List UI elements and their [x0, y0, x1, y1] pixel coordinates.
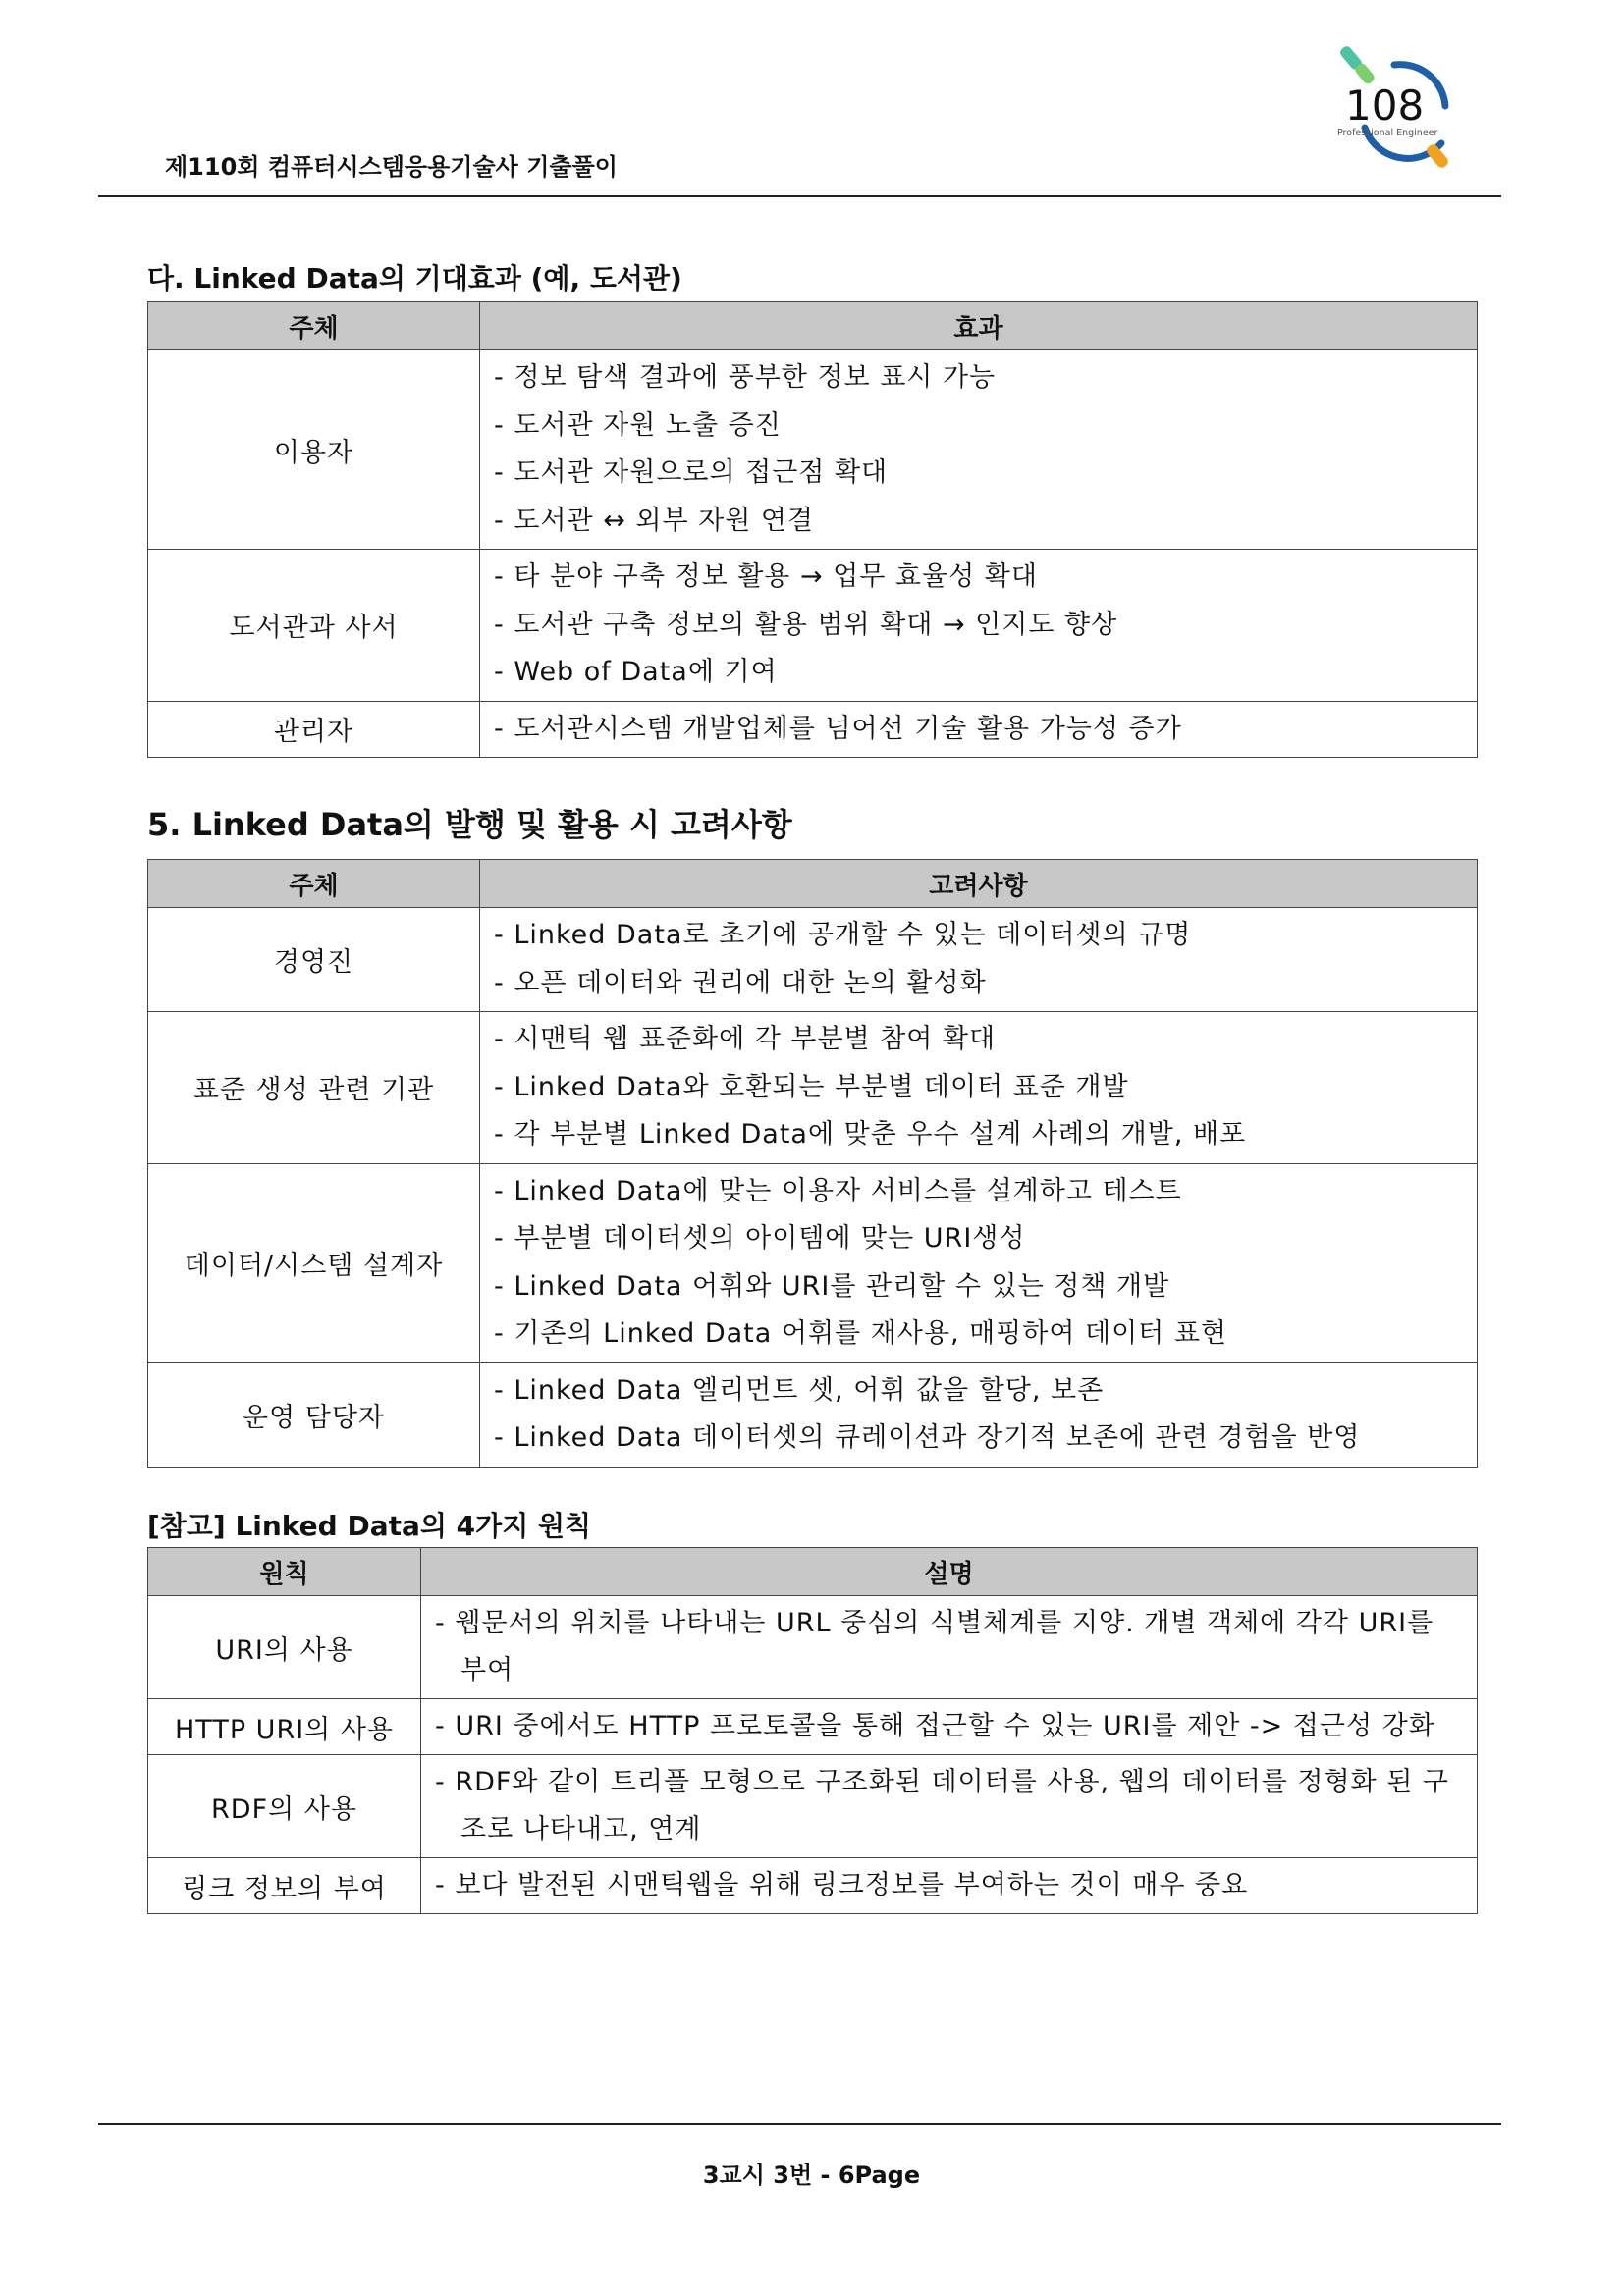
row-items	[480, 1163, 1478, 1362]
list-item: - 도서관 자원으로의 접근점 확대	[494, 457, 889, 488]
list-item: - 도서관 자원 노출 증진	[494, 409, 782, 441]
row-description	[421, 1596, 1478, 1699]
row-items	[480, 550, 1478, 702]
column-header: 원칙	[148, 1548, 421, 1596]
page-number-label: 3교시 3번 - 6Page	[702, 2162, 921, 2189]
row-subject: 링크 정보의 부여	[148, 1858, 421, 1914]
section-heading-principles: [참고] Linked Data의 4가지 원칙	[147, 1510, 592, 1542]
row-description	[421, 1699, 1478, 1755]
row-subject: 운영 담당자	[148, 1362, 480, 1467]
row-subject: HTTP URI의 사용	[148, 1699, 421, 1755]
list-item: - Web of Data에 기여	[494, 657, 778, 687]
row-description	[421, 1858, 1478, 1914]
table-row	[148, 1012, 1478, 1164]
table-row	[148, 1596, 1478, 1699]
table-header-row	[148, 1548, 1478, 1596]
table-row	[148, 1362, 1478, 1467]
list-item: - 부분별 데이터셋의 아이템에 맞는 URI생성	[494, 1223, 1026, 1254]
row-subject: 관리자	[148, 701, 480, 758]
row-subject: 표준 생성 관련 기관	[148, 1012, 480, 1164]
row-subject: RDF의 사용	[148, 1755, 421, 1858]
row-items	[480, 701, 1478, 758]
list-item: - 정보 탐색 결과에 풍부한 정보 표시 가능	[494, 362, 997, 393]
column-header: 효과	[480, 302, 1478, 350]
list-item: - Linked Data와 호환되는 부분별 데이터 표준 개발	[494, 1071, 1129, 1102]
row-subject: 경영진	[148, 908, 480, 1012]
row-subject: 이용자	[148, 350, 480, 550]
list-item: - 도서관시스템 개발업체를 넘어선 기술 활용 가능성 증가	[494, 713, 1182, 744]
row-subject: URI의 사용	[148, 1596, 421, 1699]
list-item: - 오픈 데이터와 권리에 대한 논의 활성화	[494, 967, 987, 998]
logo	[1325, 37, 1473, 185]
list-item: - Linked Data 어휘와 URI를 관리할 수 있는 정책 개발	[494, 1270, 1170, 1302]
table-row	[148, 350, 1478, 550]
principles-table	[147, 1547, 1478, 1914]
row-description	[421, 1755, 1478, 1858]
list-item: - Linked Data에 맞는 이용자 서비스를 설계하고 테스트	[494, 1175, 1182, 1206]
description-text: - URI 중에서도 HTTP 프로토콜을 통해 접근할 수 있는 URI를 제안 -> 접근성 강화	[435, 1711, 1435, 1741]
table-header-row	[148, 860, 1478, 908]
list-item: - Linked Data 데이터셋의 큐레이션과 장기적 보존에 관련 경험을 반영	[494, 1422, 1361, 1453]
table-row	[148, 1699, 1478, 1755]
list-item: - 타 분야 구축 정보 활용 → 업무 효율성 확대	[494, 561, 1038, 592]
logo-emblem	[1325, 37, 1473, 185]
list-item: - Linked Data 엘리먼트 셋, 어휘 값을 할당, 보존	[494, 1374, 1105, 1406]
row-subject: 데이터/시스템 설계자	[148, 1163, 480, 1362]
list-item: - 각 부분별 Linked Data에 맞춘 우수 설계 사례의 개발, 배포	[494, 1119, 1247, 1149]
table-row	[148, 908, 1478, 1012]
section-heading-considerations: 5. Linked Data의 발행 및 활용 시 고려사항	[147, 806, 792, 843]
expected-effects-table	[147, 301, 1478, 758]
logo-caption: Professional Engineer	[1337, 128, 1438, 138]
row-items	[480, 1362, 1478, 1467]
description-text: - RDF와 같이 트리플 모형으로 구조화된 데이터를 사용, 웹의 데이터를 정형화 된 구조로 나타내고, 연계	[435, 1767, 1449, 1844]
list-item: - 도서관 구축 정보의 활용 범위 확대 → 인지도 향상	[494, 609, 1118, 640]
column-header: 주체	[148, 860, 480, 908]
column-header: 주체	[148, 302, 480, 350]
table-row	[148, 1755, 1478, 1858]
table-row	[148, 1163, 1478, 1362]
description-text: - 보다 발전된 시맨틱웹을 위해 링크정보를 부여하는 것이 매우 중요	[435, 1870, 1249, 1900]
footer-divider	[98, 2123, 1501, 2125]
description-text: - 웹문서의 위치를 나타내는 URL 중심의 식별체계를 지양. 개별 객체에 각각 URI를 부여	[435, 1608, 1434, 1685]
header-divider	[98, 195, 1501, 197]
column-header: 설명	[421, 1548, 1478, 1596]
row-items	[480, 1012, 1478, 1164]
table-row	[148, 1858, 1478, 1914]
list-item: - Linked Data로 초기에 공개할 수 있는 데이터셋의 규명	[494, 920, 1192, 950]
logo-number: 108	[1345, 81, 1425, 130]
section-heading-expected-effects: 다. Linked Data의 기대효과 (예, 도서관)	[147, 262, 682, 294]
row-subject: 도서관과 사서	[148, 550, 480, 702]
table-header-row	[148, 302, 1478, 350]
row-items	[480, 350, 1478, 550]
table-row	[148, 550, 1478, 702]
list-item: - 기존의 Linked Data 어휘를 재사용, 매핑하여 데이터 표현	[494, 1318, 1228, 1349]
list-item: - 시맨틱 웹 표준화에 각 부분별 참여 확대	[494, 1024, 997, 1054]
document-header-title: 제110회 컴퓨터시스템응용기술사 기출풀이	[165, 153, 618, 181]
table-row	[148, 701, 1478, 758]
list-item: - 도서관 ↔ 외부 자원 연결	[494, 505, 815, 536]
column-header: 고려사항	[480, 860, 1478, 908]
row-items	[480, 908, 1478, 1012]
considerations-table	[147, 859, 1478, 1468]
